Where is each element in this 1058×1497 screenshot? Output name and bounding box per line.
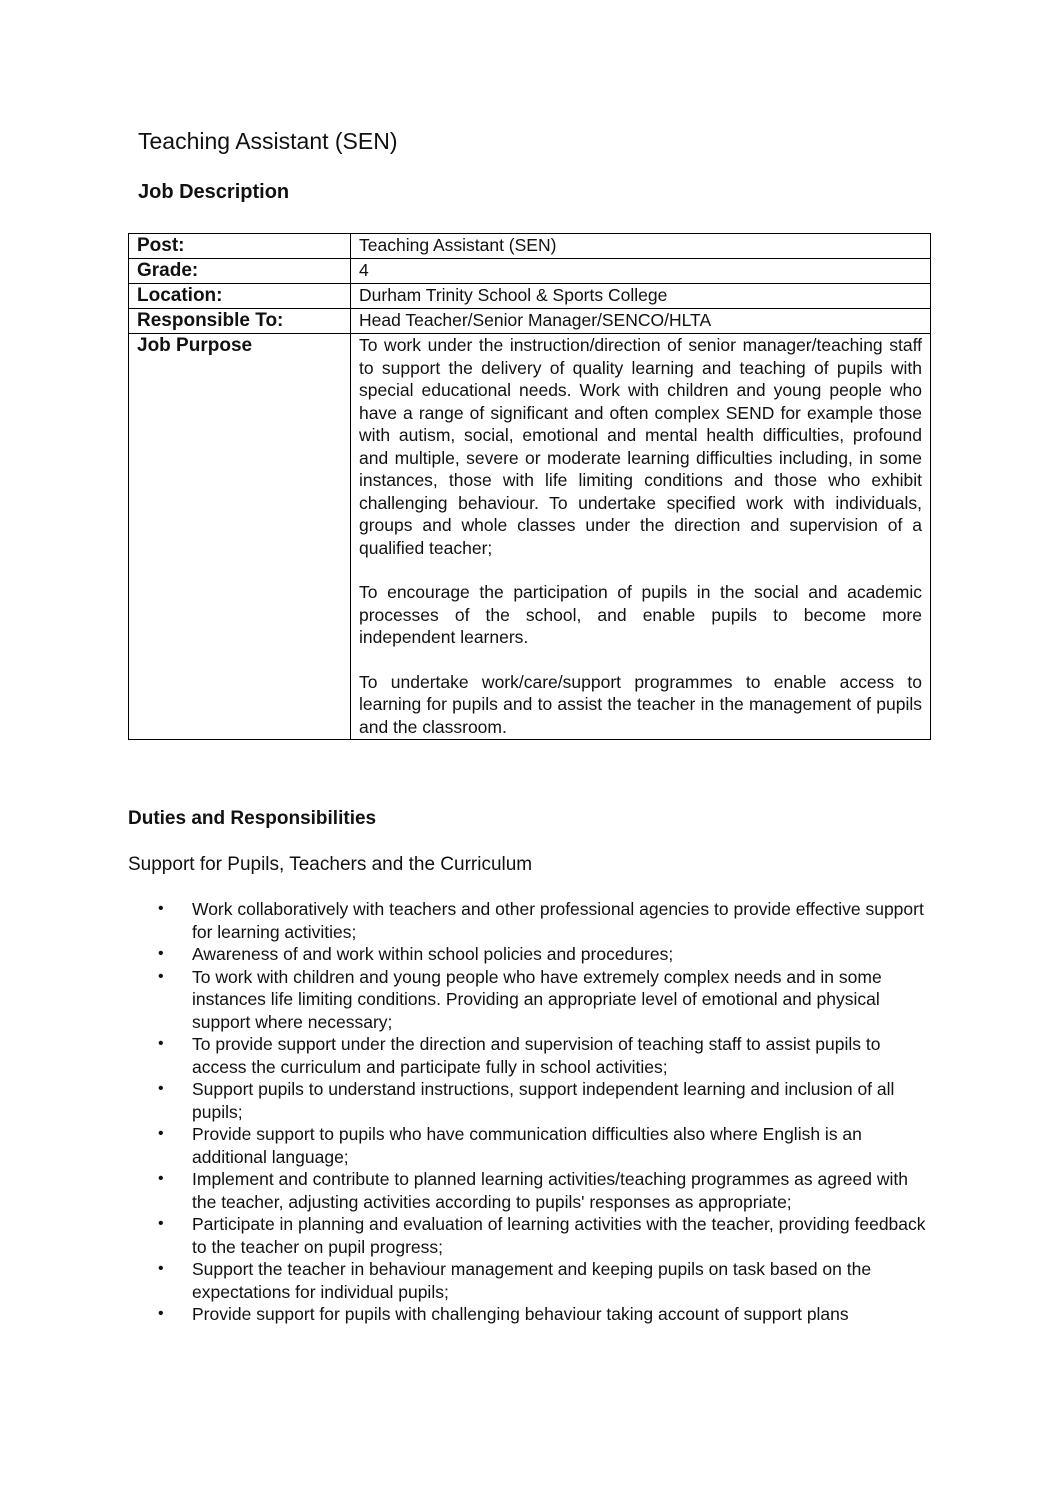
bullet-icon: •: [158, 945, 164, 962]
table-row: [129, 259, 931, 284]
document-subtitle: Job Description: [138, 181, 290, 203]
list-item-text: Awareness of and work within school policies and procedures;: [192, 944, 674, 964]
list-item: [128, 943, 933, 966]
list-item: [128, 1078, 933, 1123]
bullet-icon: •: [158, 1080, 164, 1097]
list-item-text: Implement and contribute to planned learning activities/teaching programmes as agreed with the teacher, adjusting activities according to pupils' responses as appropriate;: [192, 1169, 908, 1212]
row-label-responsible-to: Responsible To:: [129, 309, 351, 334]
row-label-location: Location:: [129, 284, 351, 309]
list-item: [128, 966, 933, 1034]
row-label-grade: Grade:: [129, 259, 351, 284]
bullet-icon: •: [158, 1125, 164, 1142]
row-label-job-purpose: Job Purpose: [129, 334, 351, 740]
list-item-text: To work with children and young people who have extremely complex needs and in some instances life limiting conditions. Providing an appropriate level of emotional and physical support where necessary;: [192, 966, 882, 1032]
list-item: [128, 1168, 933, 1213]
purpose-paragraph: To undertake work/care/support programmes to enable access to learning for pupils and to assist the teacher in the management of pupils and the classroom.: [359, 671, 922, 737]
list-item-text: Support the teacher in behaviour management and keeping pupils on task based on the expectations for individual pupils;: [192, 1259, 872, 1302]
purpose-paragraph: To work under the instruction/direction of senior manager/teaching staff to support the delivery of quality learning and teaching of pupils with special educational needs. Work with children and young people who have a range of significant and often complex SEND for example those with autism, social, emotional and mental health difficulties, profound and multiple, severe or moderate learning difficulties including, in some instances, those with life limiting conditions and those who exhibit challenging behaviour. To undertake specified work with individuals, groups and whole classes under the direction and supervision of a qualified teacher;: [359, 335, 922, 558]
list-item: [128, 898, 933, 943]
bullet-icon: •: [158, 967, 164, 985]
duties-heading: Duties and Responsibilities: [128, 808, 377, 829]
bullet-icon: •: [158, 1215, 164, 1232]
table-row: [129, 309, 931, 334]
job-info-table: [128, 233, 931, 740]
list-item: [128, 1303, 933, 1326]
list-item-text: Support pupils to understand instructions, support independent learning and inclusion of all pupils;: [192, 1079, 895, 1122]
bullet-icon: •: [158, 900, 164, 917]
bullet-icon: •: [158, 1035, 164, 1052]
document-title: Teaching Assistant (SEN): [138, 128, 398, 154]
list-item-text: Provide support to pupils who have communication difficulties also where English is an additional language;: [192, 1124, 862, 1167]
list-item: [128, 1033, 933, 1078]
row-value-post: Teaching Assistant (SEN): [351, 234, 931, 259]
bullet-icon: •: [158, 1305, 164, 1322]
bullet-icon: •: [158, 1260, 164, 1277]
row-label-post: Post:: [129, 234, 351, 259]
table-row: [129, 234, 931, 259]
purpose-paragraph: To encourage the participation of pupils in the social and academic processes of the school, and enable pupils to become more independent learners.: [359, 582, 922, 647]
list-item-text: Work collaboratively with teachers and other professional agencies to provide effective support for learning activities;: [192, 899, 924, 942]
list-item: [128, 1258, 933, 1303]
list-item-text: To provide support under the direction and supervision of teaching staff to assist pupils to access the curriculum and participate fully in school activities;: [192, 1034, 881, 1077]
list-item: [128, 1213, 933, 1258]
duties-list: [128, 898, 933, 1326]
row-value-job-purpose: [351, 334, 931, 740]
bullet-icon: •: [158, 1170, 164, 1187]
list-item-text: Participate in planning and evaluation of learning activities with the teacher, providing feedback to the teacher on pupil progress;: [192, 1214, 926, 1257]
list-item: [128, 1123, 933, 1168]
table-row: [129, 284, 931, 309]
table-row: [129, 334, 931, 740]
list-item-text: Provide support for pupils with challenging behaviour taking account of support plans: [192, 1304, 849, 1324]
row-value-location: Durham Trinity School & Sports College: [351, 284, 931, 309]
row-value-responsible-to: Head Teacher/Senior Manager/SENCO/HLTA: [351, 309, 931, 334]
row-value-grade: 4: [351, 259, 931, 284]
duties-subheading: Support for Pupils, Teachers and the Curriculum: [128, 854, 533, 875]
